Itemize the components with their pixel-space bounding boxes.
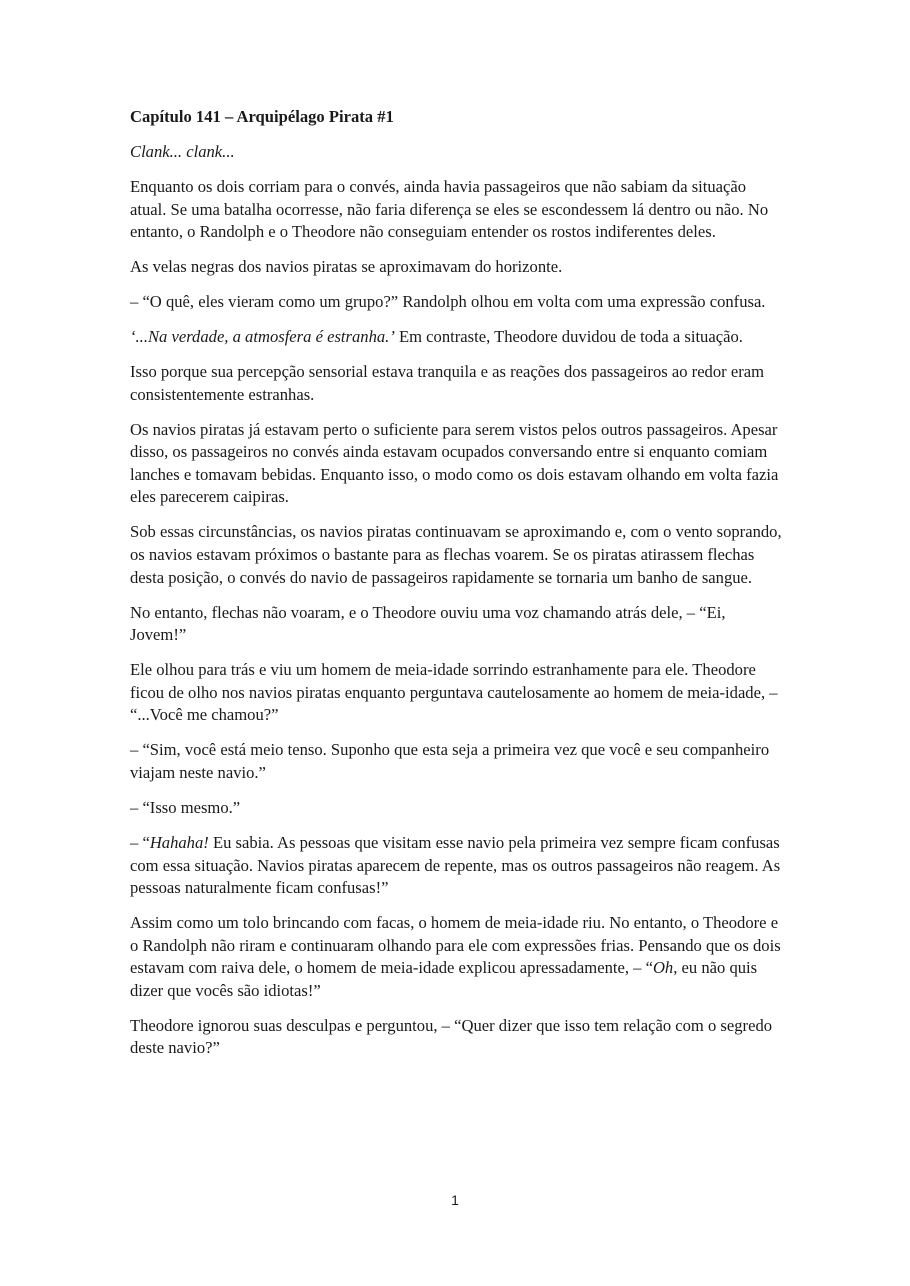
paragraph-segment: No entanto, flechas não voaram, e o Theodore ouviu uma voz chamando atrás dele, – “Ei, Jovem!” (130, 602, 726, 645)
paragraph-segment: – “ (130, 832, 150, 852)
paragraph (130, 176, 784, 244)
paragraph (130, 659, 784, 727)
page-number: 1 (451, 1192, 459, 1208)
paragraph (130, 326, 784, 349)
paragraph-segment: Os navios piratas já estavam perto o suficiente para serem vistos pelos outros passageiros. Apesar disso, os passageiros no convés ainda estavam ocupados conversando entre si enquanto comiam lanches e tomavam bebidas. Enquanto isso, o modo como os dois estavam olhando em volta fazia eles parecerem caipiras. (130, 419, 779, 507)
paragraph-segment: Assim como um tolo brincando com facas, o homem de meia-idade riu. No entanto, o Theodore e o Randolph não riram e continuaram olhando para ele com expressões frias. Pensando que os dois estavam com raiva dele, o homem de meia-idade explicou apressadamente, – “ (130, 913, 781, 978)
paragraph (130, 291, 784, 314)
paragraph-segment: Hahaha! (149, 832, 209, 852)
paragraph (130, 141, 784, 164)
paragraph-segment: Ele olhou para trás e viu um homem de meia-idade sorrindo estranhamente para ele. Theodore ficou de olho nos navios piratas enquanto perguntava cautelosamente ao homem de meia-idade, – “...Você me chamou?” (130, 660, 778, 725)
paragraph-segment: , eu não quis dizer que vocês são idiotas!” (130, 958, 758, 1000)
paragraph-segment: Isso porque sua percepção sensorial estava tranquila e as reações dos passageiros ao redor eram consistentemente estranhas. (130, 362, 764, 404)
paragraph (130, 1015, 784, 1060)
paragraph-segment: Sob essas circunstâncias, os navios piratas continuavam se aproximando e, com o vento soprando, os navios estavam próximos o bastante para as flechas voarem. Se os piratas atirassem flechas desta posição, o convés do navio de passageiros rapidamente se tornaria um banho de sangue. (130, 522, 782, 587)
page-content (130, 106, 784, 1072)
paragraph (130, 797, 784, 820)
paragraph (130, 256, 784, 279)
paragraph-segment: Clank... clank... (130, 141, 235, 161)
paragraph (130, 361, 784, 406)
paragraph-segment: Theodore ignorou suas desculpas e perguntou, – “Quer dizer que isso tem relação com o segredo deste navio?” (130, 1015, 773, 1058)
paragraph (130, 912, 784, 1002)
paragraph (130, 419, 784, 509)
paragraph-segment: – “O quê, eles vieram como um grupo?” Randolph olhou em volta com uma expressão confusa. (130, 292, 766, 312)
paragraph-segment: ‘...Na verdade, a atmosfera é estranha.’ (130, 327, 395, 347)
paragraph-segment: Enquanto os dois corriam para o convés, ainda havia passageiros que não sabiam da situação atual. Se uma batalha ocorresse, não faria diferença se eles se escondessem lá dentro ou não. No entanto, o Randolph e o Theodore não conseguiam entender os rostos indiferentes deles. (130, 176, 769, 242)
paragraph-segment: Em contraste, Theodore duvidou de toda a situação. (394, 327, 743, 347)
chapter-title: Capítulo 141 – Arquipélago Pirata #1 (130, 107, 394, 126)
paragraph-segment: – “Sim, você está meio tenso. Suponho que esta seja a primeira vez que você e seu companheiro viajam neste navio.” (130, 740, 770, 782)
paragraph (130, 521, 784, 589)
paragraph-segment: Eu sabia. As pessoas que visitam esse navio pela primeira vez sempre ficam confusas com essa situação. Navios piratas aparecem de repente, mas os outros passageiros não reagem. As pessoas naturalmente ficam confusas!” (130, 832, 781, 898)
paragraph (130, 832, 784, 900)
paragraph (130, 739, 784, 784)
paragraph (130, 602, 784, 647)
paragraph-segment: Oh (652, 958, 674, 978)
paragraph-segment: As velas negras dos navios piratas se aproximavam do horizonte. (130, 257, 563, 277)
paragraph-segment: – “Isso mesmo.” (130, 797, 241, 817)
